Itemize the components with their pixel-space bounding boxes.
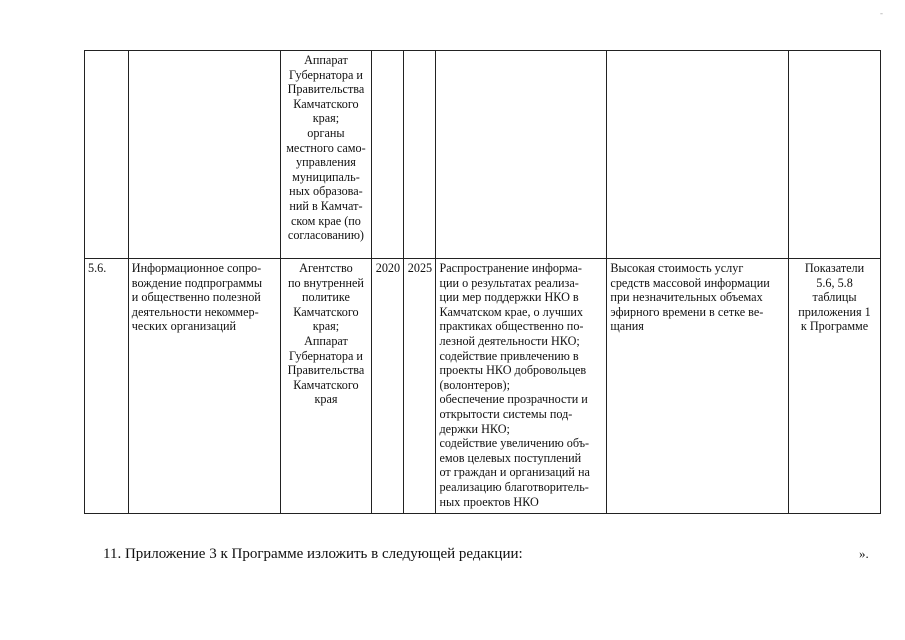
program-table <box>84 50 881 514</box>
corner-mark: - <box>880 8 883 18</box>
cell-executors: Аппарат Губернатора и Правительства Камчатского края; органы местного само- управления муниципаль- ных образова- ний в Камчат- ском крае (по согласованию) <box>280 51 372 259</box>
table-row <box>85 259 881 514</box>
cell-risk: Высокая стоимость услуг средств массовой информации при незначительных объемах эфирного времени в сетке ве- щания <box>607 259 789 514</box>
cell-year-start <box>372 51 404 259</box>
cell-year-start: 2020 <box>372 259 404 514</box>
cell-name: Информационное сопро- вождение подпрограммы и общественно полезной деятельности некоммер- ческих организаций <box>128 259 280 514</box>
closing-quote: ». <box>859 546 869 561</box>
cell-year-end: 2025 <box>404 259 436 514</box>
table-row <box>85 51 881 259</box>
cell-result <box>436 51 607 259</box>
cell-num <box>85 51 129 259</box>
amendment-text: 11. Приложение 3 к Программе изложить в следующей редакции: <box>103 546 523 562</box>
cell-year-end <box>404 51 436 259</box>
cell-name <box>128 51 280 259</box>
cell-risk <box>607 51 789 259</box>
cell-result: Распространение информа- ции о результатах реализа- ции мер поддержки НКО в Камчатском крае, о лучших практиках общественно по- лезной деятельности НКО; содействие привлечению в проекты НКО добровольцев (волонтеров); обеспечение прозрачности и открытости системы под- держки НКО; содействие увеличению объ- емов целевых поступлений от граждан и организаций на реализацию благотворитель- ных проектов НКО <box>436 259 607 514</box>
cell-indicators: Показатели 5.6, 5.8 таблицы приложения 1 к Программе <box>789 259 881 514</box>
cell-indicators <box>789 51 881 259</box>
cell-num: 5.6. <box>85 259 129 514</box>
cell-executors: Агентство по внутренней политике Камчатского края; Аппарат Губернатора и Правительства Камчатского края <box>280 259 372 514</box>
